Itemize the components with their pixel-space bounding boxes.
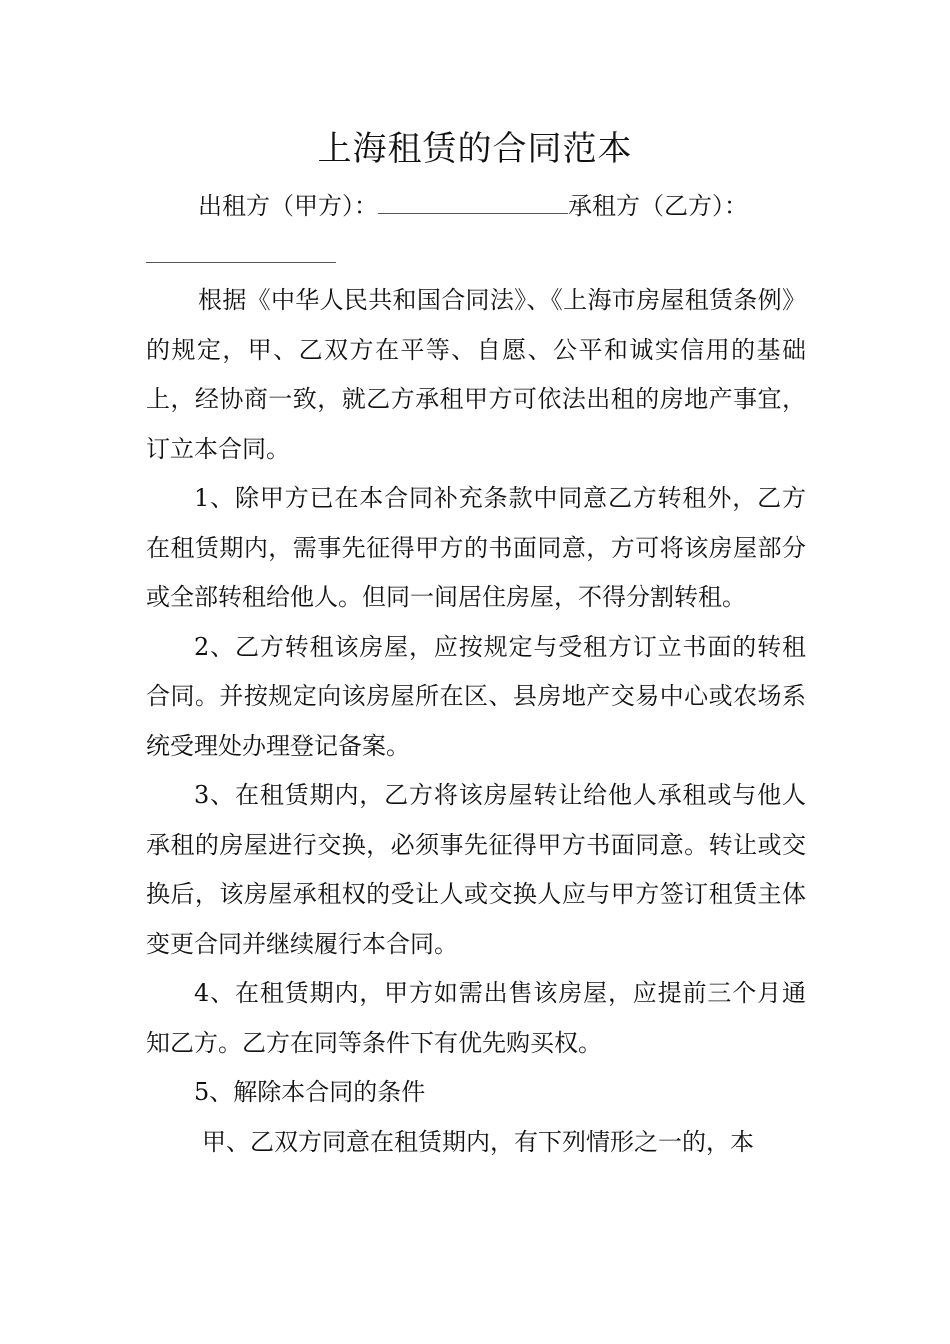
document-title: 上海租赁的合同范本	[317, 129, 633, 169]
lessee-label: 承租方（乙方）：	[568, 192, 748, 220]
paragraph-clause-1: 1、除甲方已在本合同补充条款中同意乙方转租外，乙方在租赁期内，需事先征得甲方的书面同意，方可将该房屋部分或全部转租给他人。但同一间居住房屋，不得分割转租。	[146, 484, 806, 611]
contract-body	[146, 276, 806, 1167]
lessor-blank	[378, 191, 568, 214]
paragraph-clause-4: 4、在租赁期内，甲方如需出售该房屋，应提前三个月通知乙方。乙方在同等条件下有优先购买权。	[146, 979, 806, 1057]
parties-section	[146, 180, 806, 263]
paragraph-clause-2: 2、乙方转租该房屋，应按规定与受租方订立书面的转租合同。并按规定向该房屋所在区、县房地产交易中心或农场系统受理处办理登记备案。	[146, 632, 806, 760]
paragraph-clause-3: 3、在租赁期内，乙方将该房屋转让给他人承租或与他人承租的房屋进行交换，必须事先征得甲方书面同意。转让或交换后，该房屋承租权的受让人或交换人应与甲方签订租赁主体变更合同并继续履行本合同。	[146, 781, 806, 958]
lessor-label: 出租方（甲方）：	[198, 192, 378, 220]
paragraph-intro: 根据《中华人民共和国合同法》、《上海市房屋租赁条例》的规定，甲、乙双方在平等、自愿、公平和诚实信用的基础上，经协商一致，就乙方承租甲方可依法出租的房地产事宜，订立本合同。	[146, 286, 806, 463]
parties-line	[146, 180, 806, 232]
lessee-blank	[146, 240, 336, 263]
paragraph-clause-5-heading: 5、解除本合同的条件	[194, 1078, 426, 1106]
paragraph-clause-5-body: 甲、乙双方同意在租赁期内，有下列情形之一的，本	[202, 1127, 754, 1156]
